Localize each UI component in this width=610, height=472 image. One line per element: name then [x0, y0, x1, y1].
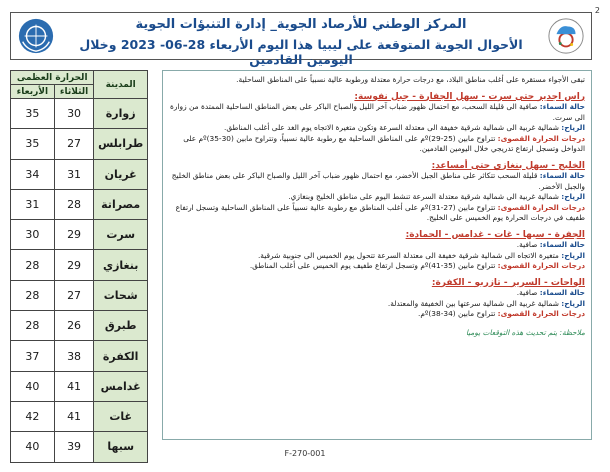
- tuesday-temp: 41: [54, 371, 94, 401]
- region-4-wind: شمالية غربية الى شمالية سرعتها بين الخفيفة والمعتدلة.: [387, 298, 559, 308]
- region-1-wind: شمالية غربية الى شمالية شرقية خفيفة الى معتدلة السرعة وتكون متغيرة الاتجاه يوم الغد على أغلب المناطق.: [224, 123, 559, 132]
- region-3-title: الجفرة - سبها - غات - غدامس - الحمادة:: [405, 229, 585, 240]
- city-name: غات: [94, 401, 148, 431]
- wednesday-temp: 40: [11, 432, 55, 462]
- tuesday-temp: 31: [54, 159, 94, 189]
- document-header: [10, 12, 592, 67]
- col-header-wednesday: الأربعاء: [11, 85, 55, 99]
- city-name: شحات: [94, 280, 148, 310]
- city-name: الكفرة: [94, 341, 148, 371]
- region-1-temp: تتراوح مابين (25-29)ºم على المناطق الساحلية مع رطوبة عالية نسبياً، وتتراوح مابين (30-35)ºم على الدواخل وتسجل ارتفاع تدريجي خلال اليومين القادمين.: [183, 133, 585, 153]
- region-2-temp: تتراوح مابين (27-31)ºم على أغلب المناطق مع رطوبة عالية نسبياً على المناطق الساحلية وتسجل ارتفاع طفيف في درجات الحرارة يوم الخميس على الخليج.: [175, 202, 585, 222]
- wednesday-temp: 28: [11, 250, 55, 280]
- region-1-title: راس اجدير حتى سرت - سهل الجفارة - جبل نفوسة:: [354, 91, 585, 102]
- page-number: 2: [594, 6, 600, 15]
- table-row: [11, 280, 148, 310]
- city-name: سرت: [94, 220, 148, 250]
- sky-label: حالة السماء:: [539, 288, 585, 297]
- forecast-text-panel: [162, 70, 592, 440]
- header-subtitle: الأحوال الجوية المتوقعة على ليبيا هذا اليوم الأربعاء 28-06- 2023 وخلال اليومين القادمين: [79, 37, 523, 67]
- table-row: [11, 341, 148, 371]
- region-3-sky: صافية.: [516, 240, 538, 249]
- city-name: طرابلس: [94, 129, 148, 159]
- table-row: [11, 371, 148, 401]
- city-name: طبرق: [94, 311, 148, 341]
- region-4-temp: تتراوح مابين (34-38)ºم.: [417, 309, 496, 318]
- wednesday-temp: 40: [11, 371, 55, 401]
- wmo-logo-icon: [17, 17, 55, 55]
- tuesday-temp: 29: [54, 250, 94, 280]
- temp-label: درجات الحرارة القصوى:: [497, 261, 585, 270]
- col-header-tuesday: الثلاثاء: [54, 85, 94, 99]
- update-note: ملاحظة: يتم تحديث هذه التوقعات يوميا: [465, 327, 585, 337]
- city-name: غدامس: [94, 371, 148, 401]
- intro-text: تبقى الأجواء مستقرة على أغلب مناطق البلاد، مع درجات حرارة معتدلة ورطوبة عالية نسبياً على المناطق الساحلية.: [236, 75, 585, 84]
- city-name: سبها: [94, 432, 148, 462]
- region-1-sky: صافية الى قليلة السحب، مع احتمال ظهور ضباب آخر الليل والصباح الباكر على بعض المناطق الساحلية الممتدة من زوارة الى سرت.: [170, 102, 585, 122]
- tuesday-temp: 26: [54, 311, 94, 341]
- wednesday-temp: 31: [11, 189, 55, 219]
- form-code: F-270-001: [284, 449, 326, 458]
- table-row: [11, 129, 148, 159]
- region-2-wind: شمالية غربية الى شمالية شرقية معتدلة السرعة تنشط اليوم على مناطق الخليج وبنغازي.: [288, 192, 559, 201]
- city-name: بنغازي: [94, 250, 148, 280]
- tuesday-temp: 27: [54, 280, 94, 310]
- tuesday-temp: 28: [54, 189, 94, 219]
- wednesday-temp: 28: [11, 280, 55, 310]
- tuesday-temp: 39: [54, 432, 94, 462]
- tuesday-temp: 30: [54, 99, 94, 129]
- col-header-max-temp: الحرارة العظمى: [11, 71, 94, 85]
- max-temperature-table: [10, 70, 148, 463]
- wednesday-temp: 34: [11, 159, 55, 189]
- tuesday-temp: 27: [54, 129, 94, 159]
- wind-label: الرياح:: [561, 298, 585, 308]
- region-4-sky: صافية.: [516, 288, 538, 297]
- table-row: [11, 159, 148, 189]
- temp-label: درجات الحرارة القصوى:: [497, 133, 585, 143]
- header-title: المركز الوطني للأرصاد الجوية_ إدارة التنبؤات الجوية: [135, 17, 467, 32]
- col-header-city: المدينة: [94, 71, 148, 99]
- region-4-title: الواحات - السرير - تازربو - الكفرة:: [431, 277, 585, 288]
- sky-label: حالة السماء:: [539, 171, 585, 180]
- temp-label: درجات الحرارة القصوى:: [497, 309, 585, 318]
- tuesday-temp: 38: [54, 341, 94, 371]
- city-name: غريان: [94, 159, 148, 189]
- table-row: [11, 250, 148, 280]
- city-name: مصراتة: [94, 189, 148, 219]
- wednesday-temp: 35: [11, 129, 55, 159]
- region-2-title: الخليج - سهل بنغازي حتى أمساعد:: [431, 160, 585, 171]
- region-3-wind: متغيرة الاتجاه الى شمالية شرقية خفيفة الى معتدلة السرعة تتحول يوم الخميس الى جنوبية شرقية.: [257, 250, 559, 260]
- wednesday-temp: 35: [11, 99, 55, 129]
- table-row: [11, 220, 148, 250]
- wednesday-temp: 37: [11, 341, 55, 371]
- wednesday-temp: 30: [11, 220, 55, 250]
- sky-label: حالة السماء:: [539, 102, 585, 111]
- wind-label: الرياح:: [561, 192, 585, 201]
- table-row: [11, 311, 148, 341]
- temp-label: درجات الحرارة القصوى:: [497, 202, 585, 212]
- wind-label: الرياح:: [561, 250, 585, 260]
- tuesday-temp: 29: [54, 220, 94, 250]
- meteo-center-logo-icon: [547, 17, 585, 55]
- table-row: [11, 401, 148, 431]
- region-2-sky: قليلة السحب تتكاثر على مناطق الجبل الأخضر، مع احتمال ظهور ضباب آخر الليل والصباح الباكر على بعض مناطق الخليج والجبل الأخضر.: [171, 171, 585, 191]
- city-name: زوارة: [94, 99, 148, 129]
- wednesday-temp: 42: [11, 401, 55, 431]
- wind-label: الرياح:: [561, 123, 585, 132]
- tuesday-temp: 41: [54, 401, 94, 431]
- table-row: [11, 99, 148, 129]
- table-row: [11, 189, 148, 219]
- region-3-temp: تتراوح مابين (35-41)ºم وتسجل ارتفاع طفيف يوم الخميس على أغلب المناطق.: [249, 261, 496, 270]
- wednesday-temp: 28: [11, 311, 55, 341]
- sky-label: حالة السماء:: [539, 240, 585, 249]
